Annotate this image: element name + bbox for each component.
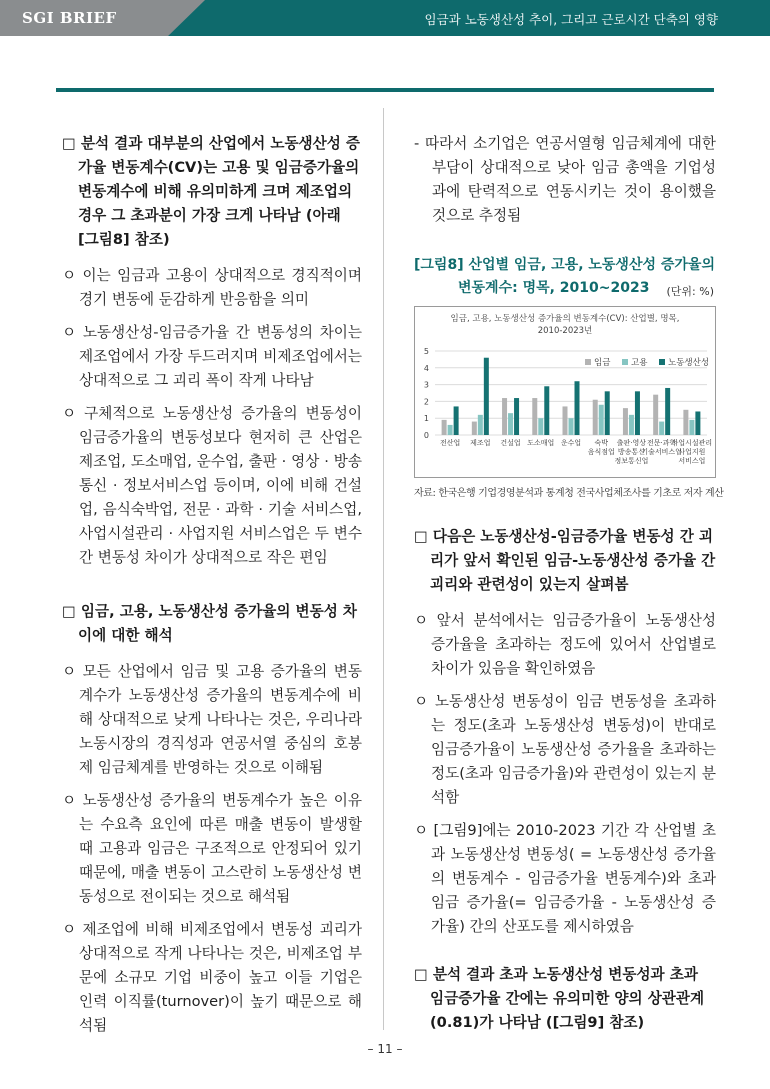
legend-swatch [622,359,628,365]
x-tick-label: 도소매업 [527,439,555,447]
bar [605,391,610,435]
x-tick-label: 제조업 [470,439,491,447]
bar [478,415,483,435]
bar [454,406,459,435]
bullet-item: ㅇ 제조업에 비해 비제조업에서 변동성 괴리가 상대적으로 작게 나타나는 것은, 비제조업 부문에 소규모 기업 비중이 높고 이들 기업은 인력 이직률(turnover)이 높기 때문으로 해석됨 [62,921,362,1034]
bar [623,408,628,435]
bar [448,425,453,435]
x-tick-label: 운수업 [560,439,582,447]
x-tick-label: 정보통신업 [614,457,649,465]
bar [653,395,658,435]
x-tick-label: 숙박 [594,439,608,447]
left-column [62,128,362,1038]
bar [563,406,568,435]
bar [442,420,447,435]
bar [665,388,670,435]
chart-title: 임금, 고용, 노동생산성 증가율의 변동계수(CV): 산업별, 명목, [450,314,680,324]
bullet-item: ㅇ 이는 임금과 고용이 상대적으로 경직적이며 경기 변동에 둔감하게 반응함을 의미 [62,267,362,308]
bar [538,418,543,435]
bar [695,411,700,435]
bar [514,398,519,435]
bullet-item: ㅇ 모든 산업에서 임금 및 고용 증가율의 변동계수가 노동생산성 증가율의 변동계수에 비해 상대적으로 낮게 나타나는 것은, 우리나라 노동시장의 경직성과 연공서열 중심의 호봉제 임금체계를 반영하는 것으로 이해됨 [62,663,362,776]
y-tick-label: 1 [423,414,429,424]
section-heading: □ 다음은 노동생산성-임금증가율 변동성 간 괴리가 앞서 확인된 임금-노동생산성 증가율 간 괴리와 관련성이 있는지 살펴봄 [414,528,716,593]
y-tick-label: 4 [423,363,429,373]
x-tick-label: 기술서비스업 [641,448,682,456]
bullet-item: ㅇ [그림9]에는 2010-2023 기간 각 산업별 초과 노동생산성 변동성( = 노동생산성 증가율의 변동계수 - 임금증가율 변동계수)와 초과 임금 증가율(= 임금증가율 - 노동생산성 증가율) 간의 산포도를 제시하였음 [414,822,716,935]
bar [635,391,640,435]
bullet-item: ㅇ 노동생산성 증가율의 변동계수가 높은 이유는 수요측 요인에 따른 매출 변동이 발생할 때 고용과 임금은 구조적으로 안정되어 있기 때문에, 매출 변동이 고스란히 노동생산성 변동성으로 전이되는 것으로 해석됨 [62,792,362,905]
chart [414,306,716,478]
top-divider [56,88,714,92]
bar [569,418,574,435]
legend-label: 고용 [631,358,648,368]
bar [689,420,694,435]
x-tick-label: 음식점업 [587,448,615,456]
page-number: – 11 – [367,1042,403,1056]
figure-title: [그림8] 산업별 임금, 고용, 노동생산성 증가율의 [414,257,715,273]
section-heading: □ 임금, 고용, 노동생산성 증가율의 변동성 차이에 대한 해석 [62,603,358,644]
bar [544,386,549,435]
legend-swatch [659,359,665,365]
right-column [414,128,724,1035]
bar [593,400,598,435]
bar [659,422,664,435]
figure-source: 자료: 한국은행 기업경영분석과 통계청 전국사업체조사를 기초로 저자 계산 [414,488,724,499]
bullet-item: ㅇ 노동생산성 변동성이 임금 변동성을 초과하는 정도(초과 노동생산성 변동성)이 반대로 임금증가율이 노동생산성 증가율을 초과하는 정도(초과 임금증가율)와 관련성이 있는지 분석함 [414,693,716,806]
x-tick-label: 출판·영상 [616,439,647,447]
section-heading: □ 분석 결과 대부분의 산업에서 노동생산성 증가율 변동계수(CV)는 고용 및 임금증가율의 변동계수에 비해 유의미하게 크며 제조업의 경우 그 초과분이 가장 크게 나타남 (아래 [그림8] 참조) [62,135,361,248]
x-tick-label: 서비스업 [678,457,706,465]
bar [502,398,507,435]
bar [575,381,580,435]
x-tick-label: 방송통신 [617,448,645,456]
x-tick-label: 전산업 [439,439,461,447]
figure-unit: (단위: %) [666,285,714,298]
y-tick-label: 5 [423,347,429,356]
chart-title-line2: 2010-2023년 [537,326,593,336]
y-tick-label: 0 [423,431,429,440]
figure-title-line2: 변동계수: 명목, 2010~2023 [458,280,650,296]
legend-label: 임금 [594,358,611,368]
bullet-item: ㅇ 노동생산성-임금증가율 간 변동성의 차이는 제조업에서 가장 두드러지며 비제조업에서는 상대적으로 그 괴리 폭이 작게 나타남 [62,324,362,389]
legend-label: 노동생산성 [668,358,710,368]
section-heading: □ 분석 결과 초과 노동생산성 변동성과 초과 임금증가율 간에는 유의미한 양의 상관관계(0.81)가 나타남 ([그림9] 참조) [414,966,705,1031]
figure [414,254,724,499]
brand-label: SGI BRIEF [22,9,117,27]
bar [532,398,537,435]
page-header [0,0,770,36]
bullet-item: ㅇ 앞서 분석에서는 임금증가율이 노동생산성 증가율을 초과하는 정도에 있어서 산업별로 차이가 있음을 확인하였음 [414,612,716,677]
x-tick-label: 전문·과학 [647,439,677,447]
bullet-item: ㅇ 구체적으로 노동생산성 증가율의 변동성이 임금증가율의 변동성보다 현저히 큰 산업은 제조업, 도소매업, 운수업, 출판 · 영상 · 방송통신 · 정보서비스업 등이며, 이에 비해 건설업, 음식숙박업, 전문 · 과학 · 기술 서비스업, 사업시설관리 · 사업지원 서비스업은 두 변수 간 변동성 차이가 상대적으로 작은 편임 [62,405,362,566]
bar [683,410,688,435]
y-tick-label: 3 [423,380,429,390]
bar [599,405,604,435]
x-tick-label: 사업지원 [678,448,706,456]
x-tick-label: 건설업 [500,439,521,447]
document-title: 임금과 노동생산성 추이, 그리고 근로시간 단축의 영향 [424,12,718,27]
bar [472,422,477,435]
dash-item: - 따라서 소기업은 연공서열형 임금체계에 대한 부담이 상대적으로 낮아 임금 총액을 기업성과에 탄력적으로 연동시키는 것이 용이했을 것으로 추정됨 [414,135,716,224]
bar [629,415,634,435]
x-tick-label: 사업시설관리 [671,439,713,447]
bar [508,413,513,435]
legend-swatch [585,359,591,365]
column-divider [383,108,384,1030]
bar-chart [415,307,715,477]
bar [484,358,489,435]
y-tick-label: 2 [423,397,429,407]
